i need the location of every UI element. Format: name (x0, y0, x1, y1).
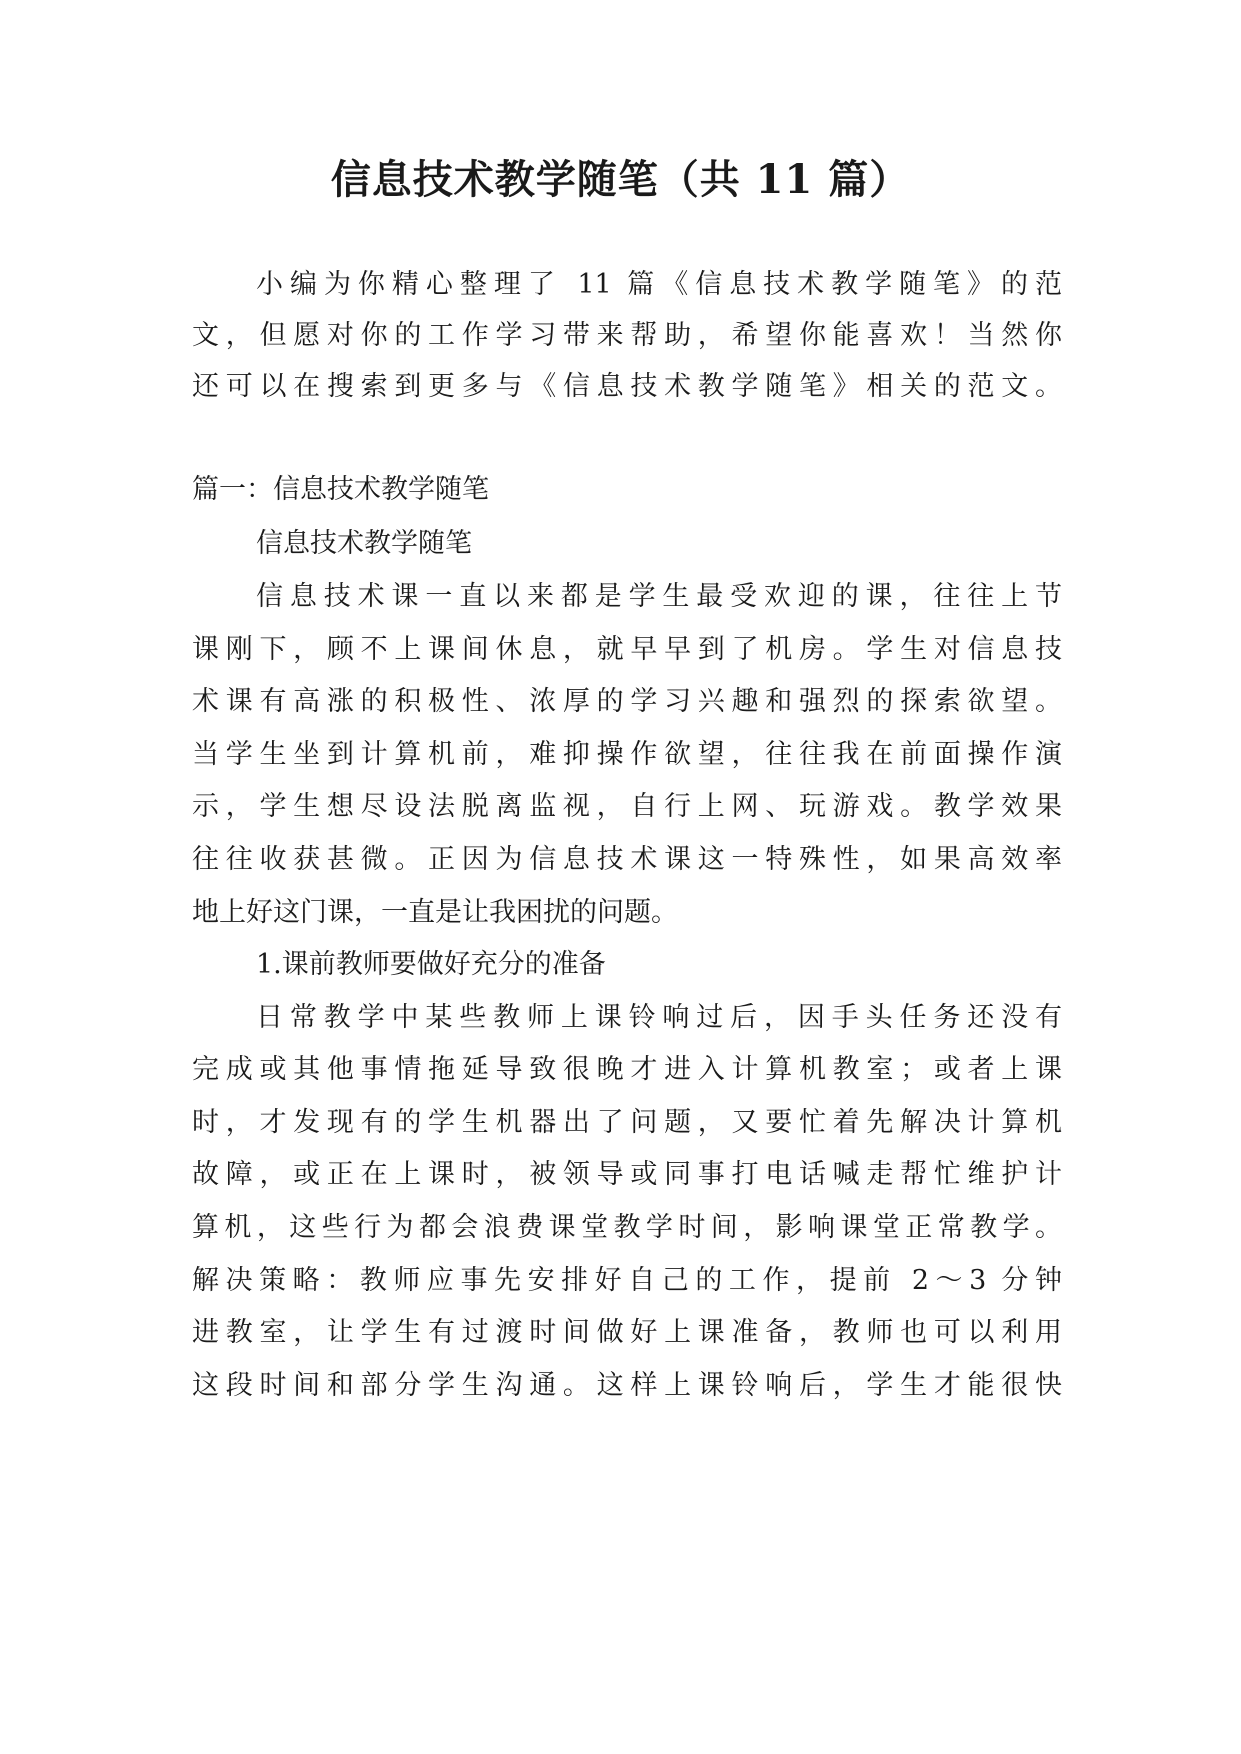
paragraph-line: 地上好这门课，一直是让我困扰的问题。 (192, 897, 678, 928)
section-subtitle: 信息技术教学随笔 (256, 528, 472, 559)
paragraph-line: 术课有高涨的积极性、浓厚的学习兴趣和强烈的探索欲望。 (192, 686, 1062, 717)
item-heading: 1.课前教师要做好充分的准备 (256, 949, 606, 980)
paragraph-line: 时，才发现有的学生机器出了问题，又要忙着先解决计算机 (192, 1107, 1062, 1138)
intro-line: 小编为你精心整理了 11 篇《信息技术教学随笔》的范 (256, 269, 1062, 300)
paragraph-line: 故障，或正在上课时，被领导或同事打电话喊走帮忙维护计 (192, 1159, 1062, 1190)
section-heading: 篇一：信息技术教学随笔 (192, 474, 489, 505)
paragraph-line: 日常教学中某些教师上课铃响过后，因手头任务还没有 (256, 1002, 1062, 1033)
paragraph-line: 当学生坐到计算机前，难抑操作欲望，往往我在前面操作演 (192, 739, 1062, 770)
paragraph-line: 这段时间和部分学生沟通。这样上课铃响后，学生才能很快 (192, 1370, 1062, 1401)
paragraph-line: 完成或其他事情拖延导致很晚才进入计算机教室；或者上课 (192, 1054, 1062, 1085)
intro-line: 还可以在搜索到更多与《信息技术教学随笔》相关的范文。 (192, 371, 1062, 402)
paragraph-line: 进教室，让学生有过渡时间做好上课准备，教师也可以利用 (192, 1317, 1062, 1348)
paragraph-line: 往往收获甚微。正因为信息技术课这一特殊性，如果高效率 (192, 844, 1062, 875)
paragraph-line: 解决策略：教师应事先安排好自己的工作，提前 2～3 分钟 (192, 1265, 1062, 1296)
document-title: 信息技术教学随笔（共 11 篇） (330, 156, 911, 203)
intro-line: 文，但愿对你的工作学习带来帮助，希望你能喜欢！当然你 (192, 320, 1062, 351)
paragraph-line: 信息技术课一直以来都是学生最受欢迎的课，往往上节 (256, 581, 1062, 612)
paragraph-line: 示，学生想尽设法脱离监视，自行上网、玩游戏。教学效果 (192, 791, 1062, 822)
paragraph-line: 课刚下，顾不上课间休息，就早早到了机房。学生对信息技 (192, 634, 1062, 665)
paragraph-line: 算机，这些行为都会浪费课堂教学时间，影响课堂正常教学。 (192, 1212, 1062, 1243)
